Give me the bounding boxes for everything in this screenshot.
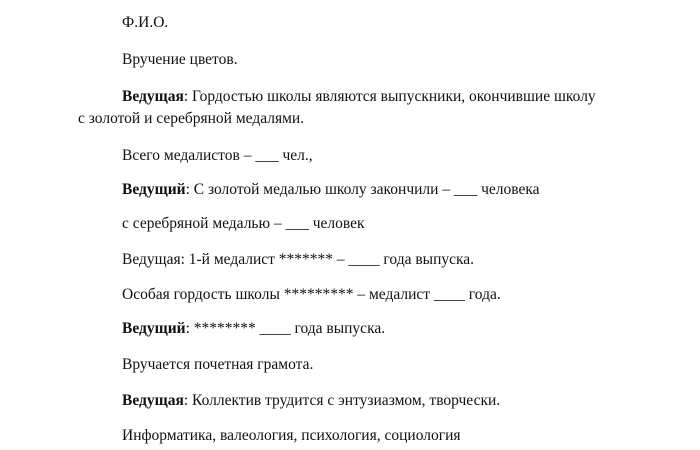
graduate-year-text: : ******** ____ года выпуска. [185,320,386,337]
flowers-line: Вручение цветов. [122,51,238,68]
collective-line [122,392,500,410]
gold-medal-text: : С золотой медалью школу закончили – ___ человека [185,181,540,198]
diploma-line: Вручается почетная грамота. [122,356,314,373]
special-pride-line: Особая гордость школы ********* – медалист ____ года. [122,286,501,303]
speaker-label: Ведущая [122,392,184,409]
speaker-label: Ведущая [122,88,184,105]
speaker-label: Ведущий [122,181,186,198]
medalists-total-line: Всего медалистов – ___ чел., [122,147,313,164]
paragraph-1-line-1 [122,88,596,106]
paragraph-1-line-2: с золотой и серебряной медалями. [78,110,305,127]
fio-line: Ф.И.О. [122,14,169,31]
speaker-label: Ведущий [122,320,186,337]
first-medalist-line: Ведущая: 1-й медалист ******* – ____ года выпуска. [122,251,475,268]
silver-medal-line: с серебряной медалью – ___ человек [122,215,365,232]
paragraph-1-text: : Гордостью школы являются выпускники, окончившие школу [183,88,596,105]
collective-text: : Коллектив трудится с энтузиазмом, творчески. [183,392,501,409]
graduate-year-line [122,320,385,338]
gold-medal-line [122,181,540,199]
subjects-line: Информатика, валеология, психология, социология [122,427,461,444]
